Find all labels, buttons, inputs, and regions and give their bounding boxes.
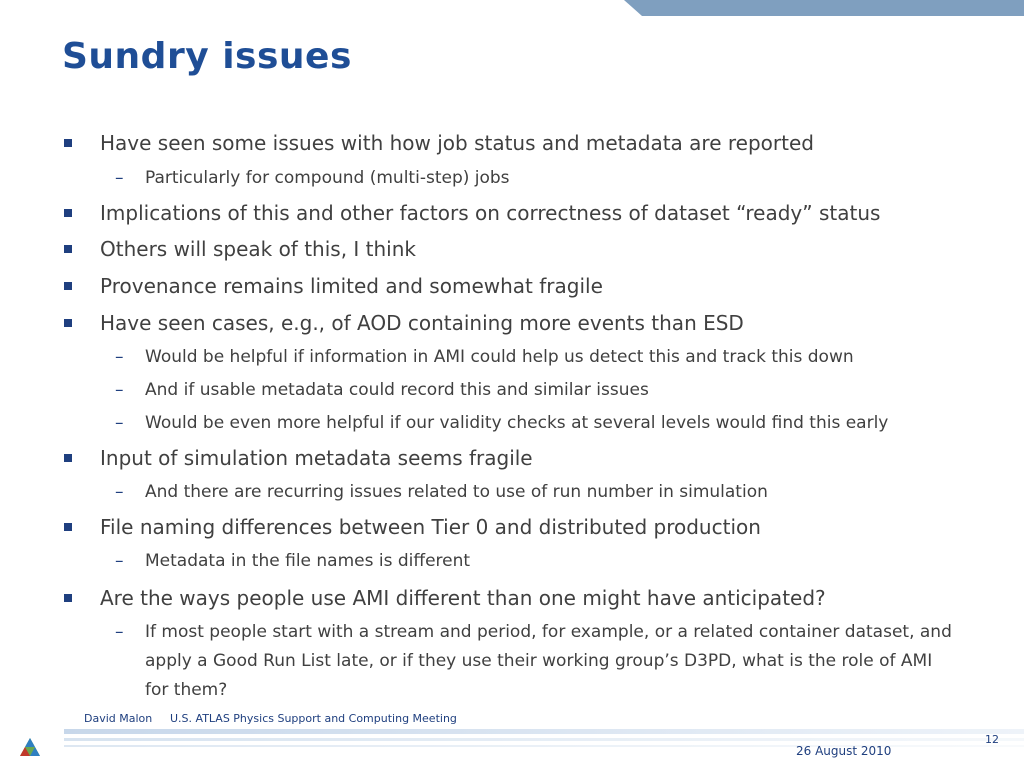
- square-bullet-icon: [64, 454, 72, 462]
- sub-bullet-text: And there are recurring issues related to use of run number in simulation: [145, 482, 768, 502]
- bullet-text: Others will speak of this, I think: [100, 237, 416, 261]
- bullet-text: Implications of this and other factors on correctness of dataset “ready” status: [100, 201, 881, 225]
- dash-bullet-icon: –: [115, 413, 124, 433]
- sub-bullet-text: And if usable metadata could record this and similar issues: [145, 380, 649, 400]
- sub-bullet-item: [115, 413, 889, 433]
- bullet-item: [100, 446, 533, 470]
- sub-bullet-item: [115, 168, 510, 188]
- square-bullet-icon: [64, 139, 72, 147]
- sub-bullet-text: If most people start with a stream and period, for example, or a related container dataset, and apply a Good Run List late, or if they use their working group’s D3PD, what is the role of AMI for them?: [145, 622, 952, 700]
- sub-bullet-text: Particularly for compound (multi-step) jobs: [145, 168, 510, 188]
- bullet-text: Are the ways people use AMI different than one might have anticipated?: [100, 586, 826, 610]
- square-bullet-icon: [64, 282, 72, 290]
- footer-date: 26 August 2010: [796, 744, 892, 758]
- dash-bullet-icon: –: [115, 168, 124, 188]
- page-number: 12: [985, 733, 999, 746]
- bullet-text: Provenance remains limited and somewhat fragile: [100, 274, 603, 298]
- bullet-text: File naming differences between Tier 0 and distributed production: [100, 515, 761, 539]
- sub-bullet-text: Would be helpful if information in AMI could help us detect this and track this down: [145, 347, 854, 367]
- dash-bullet-icon: –: [115, 551, 124, 571]
- bullet-item: [100, 201, 880, 225]
- square-bullet-icon: [64, 523, 72, 531]
- bullet-item: [100, 131, 814, 155]
- bullet-item: [100, 586, 826, 610]
- footer-band: [64, 729, 1024, 734]
- sub-bullet-item: [115, 380, 649, 400]
- bullet-item: [100, 311, 744, 335]
- dash-bullet-icon: –: [115, 622, 124, 642]
- dash-bullet-icon: –: [115, 482, 124, 502]
- sub-bullet-item: [115, 347, 854, 367]
- bullet-text: Have seen some issues with how job status and metadata are reported: [100, 131, 814, 155]
- square-bullet-icon: [64, 245, 72, 253]
- dash-bullet-icon: –: [115, 380, 124, 400]
- footer-meeting: U.S. ATLAS Physics Support and Computing Meeting: [170, 712, 457, 725]
- sub-bullet-item: [115, 482, 768, 502]
- slide-title: Sundry issues: [62, 36, 352, 77]
- bullet-text: Input of simulation metadata seems fragile: [100, 446, 533, 470]
- bullet-text: Have seen cases, e.g., of AOD containing more events than ESD: [100, 311, 744, 335]
- argonne-logo-icon: [19, 737, 41, 757]
- sub-bullet-item: [115, 618, 960, 705]
- sub-bullet-item: [115, 551, 471, 571]
- sub-bullet-text: Metadata in the file names is different: [145, 551, 471, 571]
- square-bullet-icon: [64, 319, 72, 327]
- bullet-item: [100, 515, 761, 539]
- bullet-item: [100, 237, 416, 261]
- footer-author: David Malon: [84, 712, 153, 725]
- footer-band: [64, 738, 1024, 741]
- dash-bullet-icon: –: [115, 347, 124, 367]
- bullet-item: [100, 274, 603, 298]
- square-bullet-icon: [64, 594, 72, 602]
- square-bullet-icon: [64, 209, 72, 217]
- sub-bullet-text: Would be even more helpful if our validity checks at several levels would find this early: [145, 413, 889, 433]
